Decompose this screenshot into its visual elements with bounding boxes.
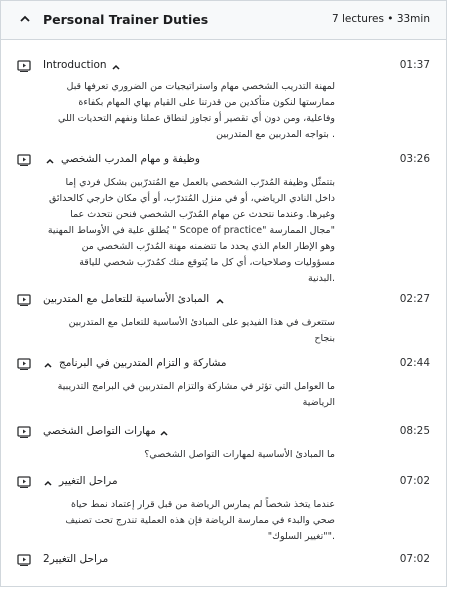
chevron-up-icon[interactable] [19, 13, 31, 25]
lecture-duration: 02:44 [399, 357, 430, 369]
lecture-duration: 03:26 [399, 153, 430, 165]
video-play-icon [17, 476, 31, 488]
lecture-title[interactable]: Introduction [43, 59, 107, 71]
lecture-description: بتتمثّل وظيفة المُدرّب الشخصي بالعمل مع المُتدرّبين بشكل فردي إما داخل النادي الرياضي، أو في منزل المُتدرّب، أو أي مكان خارجي كالحدائق وغيرها. وعندما نتحدث عن مهام المُدرّب الشخصي فنحن نتحدث عما "مجال الممارسة "Scope of practice " يُطلق علية في الأوساط المهنية وهو الإطار العام الذي يحدد ما تتضمنه مهنة المُدرّب الشخصي من مسؤوليات وصلاحيات، أي كل ما يُتوقع منك كمُدرّب شخصي للياقة .البدنية [47, 177, 335, 284]
section-header[interactable] [1, 1, 446, 40]
video-play-icon [17, 294, 31, 306]
chevron-up-icon[interactable] [43, 478, 53, 488]
chevron-up-icon[interactable] [45, 156, 55, 166]
lecture-duration: 02:27 [399, 293, 430, 305]
lecture-title[interactable]: مهارات التواصل الشخصي [43, 425, 156, 437]
lecture-title[interactable]: مراحل التغيير [59, 475, 118, 487]
lecture-duration: 07:02 [399, 475, 430, 487]
lecture-title[interactable]: مشاركة و التزام المتدربين في البرنامج [59, 357, 227, 369]
lecture-description: عندما يتخذ شخصاً لم يمارس الرياضة من قبل قرار إعتماد نمط حياة صحي والبدء في ممارسة الرياضة فإن هذه العملية تندرج تحت تصنيف .""تغيير السلوك" [65, 499, 335, 542]
lecture-title[interactable]: المبادئ الأساسية للتعامل مع المتدربين [43, 293, 210, 305]
lecture-title[interactable]: وظيفة و مهام المدرب الشخصي [61, 153, 200, 165]
lecture-description: لمهنة التدريب الشخصي مهام واستراتيجيات من الضروري تعرفها قبل ممارستها لنكون متأكدين من قدرتنا على القيام بهاي المهام بكفاءة وفاعلية، ومن دون أي تقصير أو تجاوز لنطاق عملنا ونفهم التحديات اللي . بتواجه المدربين مع المتدربين [58, 81, 335, 140]
lecture-description: ما المبادئ الأساسية لمهارات التواصل الشخصي؟ [144, 449, 335, 460]
video-play-icon [17, 154, 31, 166]
video-play-icon [17, 60, 31, 72]
lecture-description: ستتعرف في هذا الفيديو على المبادئ الأساسية للتعامل مع المتدربين بنجاح [68, 317, 335, 344]
lecture-duration: 01:37 [399, 59, 430, 71]
section-meta: 7 lectures • 33min [332, 13, 430, 25]
video-play-icon [17, 426, 31, 438]
chevron-up-icon[interactable] [111, 62, 121, 72]
video-play-icon [17, 358, 31, 370]
lecture-duration: 08:25 [399, 425, 430, 437]
lecture-duration: 07:02 [399, 553, 430, 565]
lecture-description: ما العوامل التي تؤثر في مشاركة والتزام المتدربين في البرامج التدريبية الرياضية [57, 381, 335, 408]
chevron-up-icon[interactable] [215, 296, 225, 306]
lecture-title[interactable]: مراحل التغيير2 [43, 553, 109, 565]
chevron-up-icon[interactable] [159, 428, 169, 438]
chevron-up-icon[interactable] [43, 360, 53, 370]
section-title: Personal Trainer Duties [43, 12, 209, 27]
video-play-icon [17, 554, 31, 566]
